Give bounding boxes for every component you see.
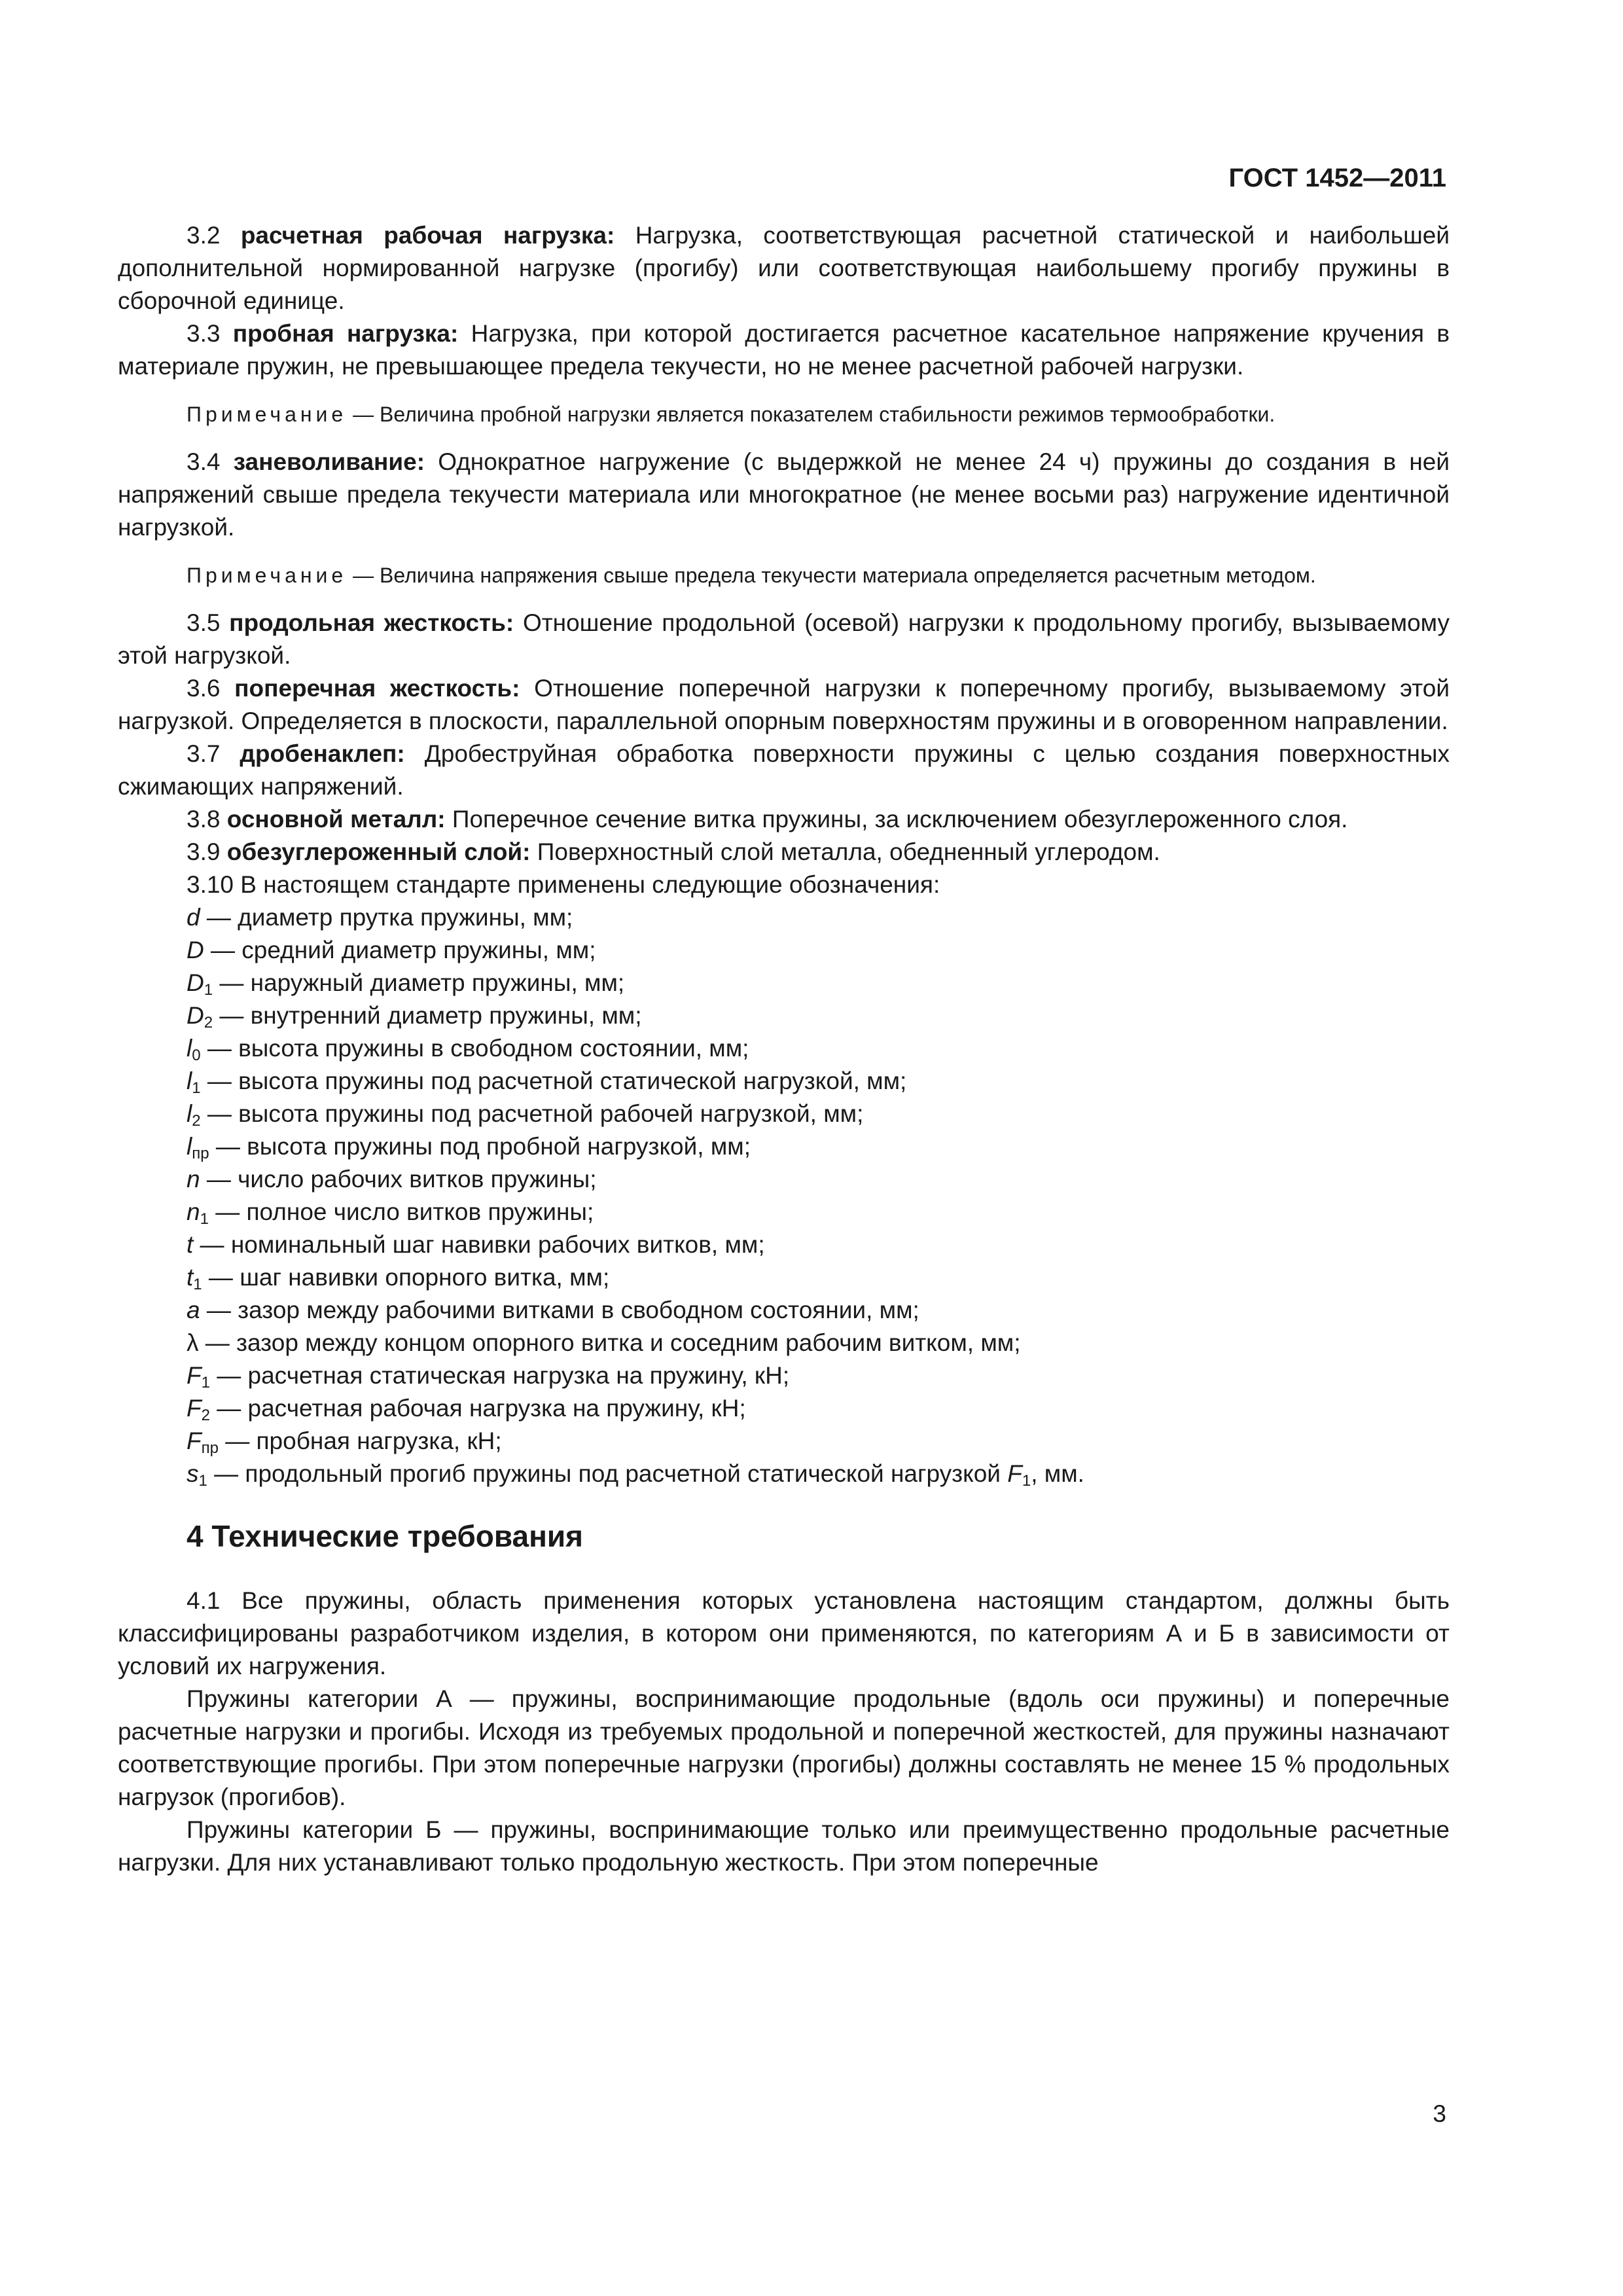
symbol-description: — зазор между концом опорного витка и соседним рабочим витком, мм; <box>198 1329 1021 1356</box>
symbol-item <box>118 934 1450 967</box>
symbol-subscript: пр <box>201 1439 219 1457</box>
symbol-subscript: 2 <box>204 1014 213 1031</box>
note-1 <box>118 399 1450 430</box>
clause-text: Нагрузка, при которой достигается расчетное касательное напряжение кручения в материале пружин, не превышающее предела текучести, но не менее расчетной рабочей нагрузки. <box>118 320 1450 380</box>
symbol-description: — диаметр прутка пружины, мм; <box>200 904 573 931</box>
clause-term: дробенаклеп: <box>240 740 405 767</box>
symbol-description: — зазор между рабочими витками в свободном состоянии, мм; <box>200 1297 919 1323</box>
note-label: Примечание <box>187 403 348 426</box>
page-content <box>118 219 1450 1879</box>
clause-3-8 <box>118 803 1450 836</box>
symbol: s <box>187 1460 199 1487</box>
symbol-description: — наружный диаметр пружины, мм; <box>213 969 625 996</box>
note-label: Примечание <box>187 564 348 587</box>
symbol: D <box>187 937 204 963</box>
symbol-subscript: 1 <box>198 1472 207 1490</box>
symbol: n <box>187 1166 200 1193</box>
symbol-description: — расчетная рабочая нагрузка на пружину, кН; <box>209 1395 746 1422</box>
symbol: l <box>187 1100 192 1127</box>
symbol: F <box>187 1427 202 1454</box>
symbol-item <box>118 901 1450 934</box>
symbol-description: — высота пружины под расчетной статической нагрузкой, мм; <box>200 1067 907 1094</box>
symbol-item <box>118 1458 1450 1490</box>
symbol: n <box>187 1198 200 1225</box>
clause-text: Нагрузка, соответствующая расчетной статической и наибольшей дополнительной нормированной нагрузке (прогибу) или соответствующая наибольшему прогибу пружины в сборочной единице. <box>118 222 1450 314</box>
symbol-description: — расчетная статическая нагрузка на пружину, кН; <box>209 1362 790 1389</box>
symbol-subscript: 0 <box>192 1047 201 1064</box>
symbol-subscript: 1 <box>201 1374 210 1391</box>
symbol-item <box>118 999 1450 1032</box>
symbol-description: — продольный прогиб пружины под расчетной статической нагрузкой <box>207 1460 1008 1487</box>
clause-4-1: 4.1 Все пружины, область применения которых установлена настоящим стандартом, должны быть классифицированы разработчиком изделия, в котором они применяются, по категориям А и Б в зависимости от условий их нагружения. <box>118 1587 1450 1679</box>
clause-term: основной металл: <box>226 806 446 833</box>
symbol-item <box>118 967 1450 999</box>
clause-text: Поверхностный слой металла, обедненный углеродом. <box>537 838 1160 865</box>
symbol-subscript: 1 <box>204 981 213 999</box>
symbol-subscript: 2 <box>201 1407 210 1424</box>
clause-3-7 <box>118 738 1450 803</box>
clause-3-5 <box>118 607 1450 672</box>
symbol-item <box>118 1229 1450 1261</box>
clause-number: 3.3 <box>187 320 221 347</box>
clause-3-10-intro: 3.10 В настоящем стандарте применены следующие обозначения: <box>187 871 940 898</box>
clause-text: Дробеструйная обработка поверхности пружины с целью создания поверхностных сжимающих напряжений. <box>118 740 1450 800</box>
symbol-subscript: 1 <box>200 1210 209 1228</box>
document-code: ГОСТ 1452—2011 <box>1228 164 1446 192</box>
symbol-reference: F <box>1007 1460 1022 1487</box>
symbol: a <box>187 1297 200 1323</box>
page-number: 3 <box>1433 2100 1446 2127</box>
symbol: t <box>187 1231 194 1258</box>
note-text: — Величина напряжения свыше предела текучести материала определяется расчетным методом. <box>347 564 1316 587</box>
symbol-item <box>118 1196 1450 1229</box>
symbol-description-tail: , мм. <box>1031 1460 1084 1487</box>
symbol-description: — полное число витков пружины; <box>208 1198 594 1225</box>
clause-3-2 <box>118 219 1450 317</box>
clause-text: Поперечное сечение витка пружины, за исключением обезуглероженного слоя. <box>452 806 1348 833</box>
symbol-description: — высота пружины в свободном состоянии, мм; <box>200 1035 749 1062</box>
clause-number: 3.6 <box>187 675 221 702</box>
note-text: — Величина пробной нагрузки является показателем стабильности режимов термообработки. <box>347 403 1275 426</box>
symbol-subscript: 1 <box>1022 1472 1031 1490</box>
symbol-item <box>118 1032 1450 1065</box>
clause-term: пробная нагрузка: <box>232 320 459 347</box>
clause-number: 3.7 <box>187 740 221 767</box>
symbol-description: — число рабочих витков пружины; <box>200 1166 597 1193</box>
paragraph-category-a: Пружины категории А — пружины, воспринимающие продольные (вдоль оси пружины) и поперечные расчетные нагрузки и прогибы. Исходя из требуемых продольной и поперечной жесткостей, для пружины назначают соответствующие прогибы. При этом поперечные нагрузки (прогибы) должны составлять не менее 15 % продольных нагрузок (прогибов). <box>118 1685 1450 1810</box>
clause-number: 3.4 <box>187 448 221 475</box>
symbol-subscript: 1 <box>192 1079 201 1097</box>
clause-term: заневоливание: <box>233 448 425 475</box>
symbol: λ <box>187 1329 199 1356</box>
symbol-description: — пробная нагрузка, кН; <box>218 1427 502 1454</box>
clause-term: поперечная жесткость: <box>234 675 520 702</box>
clause-number: 3.9 <box>187 838 221 865</box>
symbol: F <box>187 1395 202 1422</box>
symbol: l <box>187 1067 192 1094</box>
symbol: l <box>187 1133 192 1160</box>
symbol-item <box>118 1425 1450 1458</box>
symbol-subscript: пр <box>192 1145 209 1162</box>
clause-3-9 <box>118 836 1450 869</box>
symbol: t <box>187 1264 194 1291</box>
clause-number: 3.2 <box>187 222 221 249</box>
clause-3-3 <box>118 317 1450 383</box>
symbol-subscript: 1 <box>193 1276 202 1293</box>
section-heading: 4 Технические требования <box>187 1519 583 1553</box>
symbol-item <box>118 1163 1450 1196</box>
symbol-item <box>118 1327 1450 1359</box>
symbol-item <box>118 1392 1450 1425</box>
clause-term: продольная жесткость: <box>229 609 514 636</box>
clause-number: 3.8 <box>187 806 221 833</box>
clause-number: 3.5 <box>187 609 221 636</box>
symbol: d <box>187 904 200 931</box>
clause-text: Отношение продольной (осевой) нагрузки к продольному прогибу, вызываемому этой нагрузкой. <box>118 609 1450 669</box>
symbol: D <box>187 969 204 996</box>
clause-3-4 <box>118 446 1450 544</box>
symbol-description: — средний диаметр пружины, мм; <box>204 937 596 963</box>
symbol-subscript: 2 <box>192 1112 201 1130</box>
symbol-item <box>118 1261 1450 1294</box>
symbol-item <box>118 1065 1450 1098</box>
symbol: D <box>187 1002 204 1029</box>
symbol-item <box>118 1359 1450 1392</box>
clause-3-6 <box>118 672 1450 738</box>
symbol-description: — внутренний диаметр пружины, мм; <box>213 1002 642 1029</box>
symbol-item <box>118 1294 1450 1327</box>
paragraph-category-b: Пружины категории Б — пружины, воспринимающие только или преимущественно продольные расчетные нагрузки. Для них устанавливают только продольную жесткость. При этом поперечные <box>118 1816 1450 1876</box>
symbol: l <box>187 1035 192 1062</box>
symbol-description: — высота пружины под пробной нагрузкой, мм; <box>209 1133 751 1160</box>
symbol-description: — шаг навивки опорного витка, мм; <box>202 1264 610 1291</box>
clause-term: расчетная рабочая нагрузка: <box>240 222 615 249</box>
clause-text: Однократное нагружение (с выдержкой не менее 24 ч) пружины до создания в ней напряжений свыше предела текучести материала или многократное (не менее восьми раз) нагружение идентичной нагрузкой. <box>118 448 1450 541</box>
symbol-item <box>118 1130 1450 1163</box>
symbol-description: — высота пружины под расчетной рабочей нагрузкой, мм; <box>200 1100 864 1127</box>
symbol: F <box>187 1362 202 1389</box>
note-2 <box>118 560 1450 591</box>
symbol-description: — номинальный шаг навивки рабочих витков, мм; <box>193 1231 765 1258</box>
clause-text: Отношение поперечной нагрузки к поперечному прогибу, вызываемому этой нагрузкой. Определяется в плоскости, параллельной опорным поверхностям пружины и в оговоренном направлении. <box>118 675 1450 734</box>
symbols-list <box>118 901 1450 1490</box>
clause-term: обезуглероженный слой: <box>226 838 531 865</box>
symbol-item <box>118 1098 1450 1130</box>
